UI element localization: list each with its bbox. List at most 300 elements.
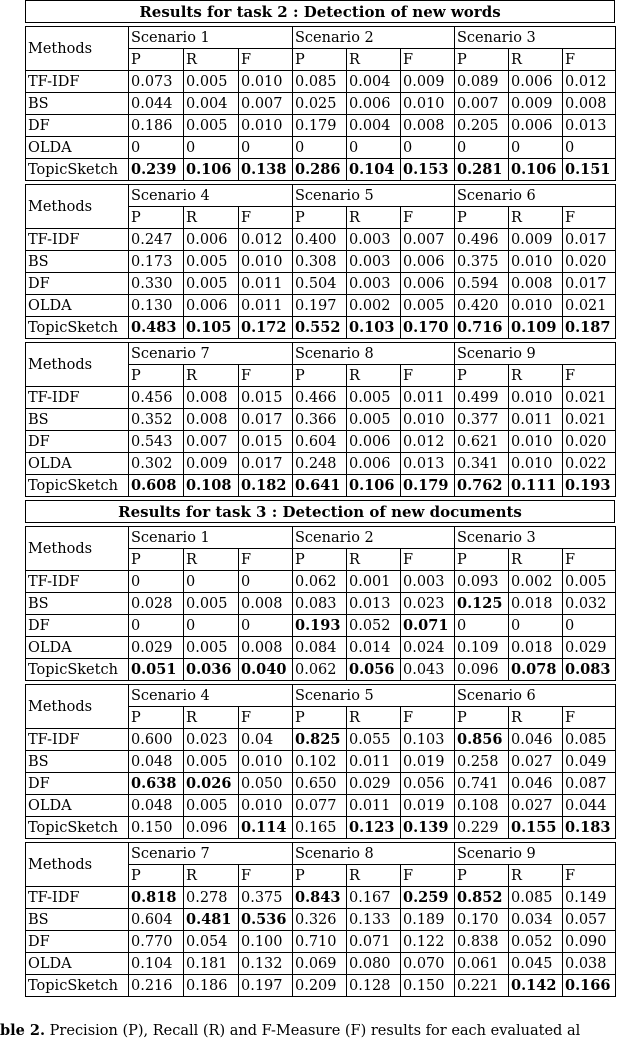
metric-header: F	[401, 865, 455, 887]
value-cell: 0.006	[401, 251, 455, 273]
value-cell: 0.552	[293, 317, 347, 339]
results-table	[25, 342, 616, 497]
table-row	[26, 317, 616, 339]
value-cell: 0.071	[347, 931, 401, 953]
metric-header: R	[347, 865, 401, 887]
value-cell: 0.013	[347, 593, 401, 615]
value-cell: 0.044	[563, 795, 616, 817]
scenario-header-row	[26, 685, 616, 707]
scenario-header: Scenario 6	[455, 185, 616, 207]
scenario-header: Scenario 9	[455, 843, 616, 865]
metric-header: F	[563, 707, 616, 729]
value-cell: 0.029	[129, 637, 184, 659]
method-name: BS	[26, 751, 129, 773]
value-cell: 0.102	[293, 751, 347, 773]
table-row	[26, 975, 616, 997]
value-cell: 0.352	[129, 409, 184, 431]
value-cell: 0.024	[401, 637, 455, 659]
value-cell: 0.010	[401, 93, 455, 115]
value-cell: 0.073	[129, 71, 184, 93]
value-cell: 0.010	[239, 751, 293, 773]
value-cell: 0.011	[239, 295, 293, 317]
value-cell: 0.012	[401, 431, 455, 453]
scenario-header: Scenario 4	[129, 185, 293, 207]
value-cell: 0.716	[455, 317, 509, 339]
value-cell: 0.420	[455, 295, 509, 317]
value-cell: 0.036	[184, 659, 239, 681]
value-cell: 0	[239, 571, 293, 593]
metric-header: R	[184, 865, 239, 887]
value-cell: 0	[563, 137, 616, 159]
scenario-header: Scenario 2	[293, 527, 455, 549]
value-cell: 0.229	[455, 817, 509, 839]
metric-header: R	[347, 49, 401, 71]
method-name: DF	[26, 773, 129, 795]
method-name: OLDA	[26, 137, 129, 159]
value-cell: 0.165	[293, 817, 347, 839]
method-name: OLDA	[26, 295, 129, 317]
value-cell: 0.205	[455, 115, 509, 137]
metric-header: P	[293, 865, 347, 887]
value-cell: 0.600	[129, 729, 184, 751]
table-row	[26, 387, 616, 409]
metric-header: F	[239, 49, 293, 71]
value-cell: 0.015	[239, 387, 293, 409]
value-cell: 0.710	[293, 931, 347, 953]
value-cell: 0.106	[509, 159, 563, 181]
value-cell: 0.170	[401, 317, 455, 339]
value-cell: 0.029	[563, 637, 616, 659]
value-cell: 0	[455, 615, 509, 637]
value-cell: 0.106	[184, 159, 239, 181]
value-cell: 0.193	[563, 475, 616, 497]
value-cell: 0.543	[129, 431, 184, 453]
value-cell: 0	[129, 571, 184, 593]
scenario-header: Scenario 8	[293, 343, 455, 365]
metric-header: P	[293, 549, 347, 571]
value-cell: 0.604	[129, 909, 184, 931]
method-name: TF-IDF	[26, 387, 129, 409]
value-cell: 0.056	[347, 659, 401, 681]
value-cell: 0.045	[509, 953, 563, 975]
table-row	[26, 229, 616, 251]
value-cell: 0.044	[129, 93, 184, 115]
value-cell: 0	[184, 571, 239, 593]
value-cell: 0.008	[184, 409, 239, 431]
value-cell: 0.133	[347, 909, 401, 931]
value-cell: 0.308	[293, 251, 347, 273]
value-cell: 0.085	[509, 887, 563, 909]
value-cell: 0.077	[293, 795, 347, 817]
method-name: TF-IDF	[26, 71, 129, 93]
value-cell: 0	[239, 137, 293, 159]
value-cell: 0.187	[563, 317, 616, 339]
value-cell: 0.003	[401, 571, 455, 593]
metric-header: R	[347, 549, 401, 571]
method-name: OLDA	[26, 637, 129, 659]
value-cell: 0.005	[347, 387, 401, 409]
value-cell: 0.043	[401, 659, 455, 681]
metric-header: R	[509, 49, 563, 71]
value-cell: 0.019	[401, 795, 455, 817]
value-cell: 0.008	[239, 637, 293, 659]
value-cell: 0.466	[293, 387, 347, 409]
method-name: BS	[26, 409, 129, 431]
metric-header: F	[239, 365, 293, 387]
value-cell: 0.139	[401, 817, 455, 839]
value-cell: 0.069	[293, 953, 347, 975]
value-cell: 0	[455, 137, 509, 159]
methods-header: Methods	[26, 27, 129, 71]
value-cell: 0.008	[239, 593, 293, 615]
value-cell: 0.015	[239, 431, 293, 453]
value-cell: 0.186	[184, 975, 239, 997]
metric-header: R	[184, 49, 239, 71]
value-cell: 0.125	[455, 593, 509, 615]
value-cell: 0.825	[293, 729, 347, 751]
method-name: TF-IDF	[26, 729, 129, 751]
value-cell: 0.366	[293, 409, 347, 431]
metric-header: R	[509, 365, 563, 387]
scenario-header: Scenario 3	[455, 527, 616, 549]
value-cell: 0.167	[347, 887, 401, 909]
table-row	[26, 571, 616, 593]
value-cell: 0.04	[239, 729, 293, 751]
value-cell: 0.050	[239, 773, 293, 795]
value-cell: 0.004	[184, 93, 239, 115]
table-row	[26, 817, 616, 839]
value-cell: 0.004	[347, 71, 401, 93]
value-cell: 0	[401, 137, 455, 159]
metric-header: R	[347, 207, 401, 229]
value-cell: 0.054	[184, 931, 239, 953]
value-cell: 0.006	[347, 93, 401, 115]
value-cell: 0.650	[293, 773, 347, 795]
value-cell: 0.005	[184, 637, 239, 659]
value-cell: 0.330	[129, 273, 184, 295]
metric-header: P	[455, 207, 509, 229]
value-cell: 0.247	[129, 229, 184, 251]
method-name: TopicSketch	[26, 159, 129, 181]
value-cell: 0.741	[455, 773, 509, 795]
value-cell: 0.106	[347, 475, 401, 497]
value-cell: 0.009	[509, 229, 563, 251]
value-cell: 0.838	[455, 931, 509, 953]
value-cell: 0.011	[401, 387, 455, 409]
method-name: OLDA	[26, 453, 129, 475]
value-cell: 0.027	[509, 795, 563, 817]
metric-header: F	[563, 549, 616, 571]
metric-header: P	[455, 365, 509, 387]
value-cell: 0.278	[184, 887, 239, 909]
metric-header: R	[509, 549, 563, 571]
table-row	[26, 453, 616, 475]
method-name: DF	[26, 931, 129, 953]
methods-header: Methods	[26, 843, 129, 887]
metric-header: R	[347, 365, 401, 387]
metric-header: R	[184, 707, 239, 729]
value-cell: 0.023	[184, 729, 239, 751]
value-cell: 0.155	[509, 817, 563, 839]
value-cell: 0.006	[509, 115, 563, 137]
method-name: TopicSketch	[26, 975, 129, 997]
value-cell: 0.111	[509, 475, 563, 497]
value-cell: 0.005	[401, 295, 455, 317]
scenario-header: Scenario 7	[129, 843, 293, 865]
value-cell: 0	[347, 137, 401, 159]
value-cell: 0.843	[293, 887, 347, 909]
value-cell: 0.057	[563, 909, 616, 931]
value-cell: 0.007	[184, 431, 239, 453]
value-cell: 0.003	[347, 251, 401, 273]
value-cell: 0.032	[563, 593, 616, 615]
section-title: Results for task 3 : Detection of new documents	[25, 500, 615, 523]
value-cell: 0.504	[293, 273, 347, 295]
value-cell: 0.040	[239, 659, 293, 681]
value-cell: 0.023	[401, 593, 455, 615]
value-cell: 0.153	[401, 159, 455, 181]
metric-header: F	[401, 49, 455, 71]
metric-header: R	[509, 207, 563, 229]
method-name: TF-IDF	[26, 229, 129, 251]
value-cell: 0.010	[509, 431, 563, 453]
value-cell: 0.536	[239, 909, 293, 931]
method-name: BS	[26, 251, 129, 273]
method-name: TF-IDF	[26, 887, 129, 909]
value-cell: 0.010	[239, 115, 293, 137]
value-cell: 0.003	[347, 229, 401, 251]
value-cell: 0.483	[129, 317, 184, 339]
table-row	[26, 593, 616, 615]
value-cell: 0.621	[455, 431, 509, 453]
metric-header: F	[563, 207, 616, 229]
value-cell: 0.084	[293, 637, 347, 659]
value-cell: 0.005	[184, 115, 239, 137]
caption-text: Precision (P), Recall (R) and F-Measure (F) results for each evaluated al	[49, 1023, 581, 1039]
value-cell: 0.010	[239, 71, 293, 93]
value-cell: 0.062	[293, 571, 347, 593]
value-cell: 0.123	[347, 817, 401, 839]
value-cell: 0.375	[239, 887, 293, 909]
value-cell: 0.021	[563, 409, 616, 431]
value-cell: 0.017	[239, 453, 293, 475]
value-cell: 0.852	[455, 887, 509, 909]
metric-header: F	[563, 865, 616, 887]
value-cell: 0.046	[509, 773, 563, 795]
value-cell: 0.496	[455, 229, 509, 251]
scenario-header-row	[26, 27, 616, 49]
value-cell: 0.021	[563, 295, 616, 317]
value-cell: 0.001	[347, 571, 401, 593]
metric-header: R	[509, 865, 563, 887]
value-cell: 0.151	[563, 159, 616, 181]
scenario-header: Scenario 9	[455, 343, 616, 365]
table-row	[26, 159, 616, 181]
metric-header: P	[455, 549, 509, 571]
value-cell: 0.105	[184, 317, 239, 339]
value-cell: 0.173	[129, 251, 184, 273]
value-cell: 0.006	[347, 453, 401, 475]
table-row	[26, 773, 616, 795]
value-cell: 0.017	[239, 409, 293, 431]
value-cell: 0.100	[239, 931, 293, 953]
method-name: DF	[26, 615, 129, 637]
caption-label: ble 2.	[0, 1022, 46, 1039]
value-cell: 0.122	[401, 931, 455, 953]
metric-header: P	[455, 49, 509, 71]
value-cell: 0.182	[239, 475, 293, 497]
value-cell: 0.028	[129, 593, 184, 615]
table-row	[26, 931, 616, 953]
value-cell: 0.104	[347, 159, 401, 181]
value-cell: 0.170	[455, 909, 509, 931]
method-name: TopicSketch	[26, 475, 129, 497]
value-cell: 0.002	[509, 571, 563, 593]
value-cell: 0.014	[347, 637, 401, 659]
value-cell: 0.012	[239, 229, 293, 251]
value-cell: 0.085	[293, 71, 347, 93]
method-name: BS	[26, 909, 129, 931]
results-tables	[25, 0, 615, 1000]
metric-header: F	[401, 207, 455, 229]
value-cell: 0	[509, 137, 563, 159]
method-name: DF	[26, 115, 129, 137]
metric-header: P	[129, 207, 184, 229]
value-cell: 0.048	[129, 795, 184, 817]
value-cell: 0.048	[129, 751, 184, 773]
value-cell: 0.604	[293, 431, 347, 453]
value-cell: 0.027	[509, 751, 563, 773]
results-table	[25, 26, 616, 181]
scenario-header: Scenario 5	[293, 185, 455, 207]
metric-header: F	[401, 707, 455, 729]
table-row	[26, 475, 616, 497]
value-cell: 0	[293, 137, 347, 159]
value-cell: 0.010	[239, 251, 293, 273]
metric-header: P	[455, 865, 509, 887]
value-cell: 0.130	[129, 295, 184, 317]
value-cell: 0.022	[563, 453, 616, 475]
table-row	[26, 887, 616, 909]
value-cell: 0.138	[239, 159, 293, 181]
value-cell: 0.302	[129, 453, 184, 475]
value-cell: 0.377	[455, 409, 509, 431]
value-cell: 0.221	[455, 975, 509, 997]
value-cell: 0.109	[455, 637, 509, 659]
value-cell: 0.019	[401, 751, 455, 773]
value-cell: 0.608	[129, 475, 184, 497]
value-cell: 0.020	[563, 431, 616, 453]
method-name: TopicSketch	[26, 817, 129, 839]
value-cell: 0.770	[129, 931, 184, 953]
table-row	[26, 71, 616, 93]
value-cell: 0.010	[509, 387, 563, 409]
table-row	[26, 729, 616, 751]
metric-header: F	[239, 865, 293, 887]
table-caption	[0, 1021, 640, 1041]
value-cell: 0	[129, 615, 184, 637]
table-row	[26, 751, 616, 773]
value-cell: 0.005	[184, 71, 239, 93]
value-cell: 0.499	[455, 387, 509, 409]
value-cell: 0.010	[401, 409, 455, 431]
value-cell: 0.186	[129, 115, 184, 137]
method-name: BS	[26, 593, 129, 615]
value-cell: 0	[239, 615, 293, 637]
value-cell: 0.012	[563, 71, 616, 93]
scenario-header: Scenario 4	[129, 685, 293, 707]
methods-header: Methods	[26, 527, 129, 571]
value-cell: 0.326	[293, 909, 347, 931]
value-cell: 0.166	[563, 975, 616, 997]
value-cell: 0.179	[293, 115, 347, 137]
value-cell: 0.005	[184, 795, 239, 817]
value-cell: 0.104	[129, 953, 184, 975]
value-cell: 0.026	[184, 773, 239, 795]
method-name: OLDA	[26, 953, 129, 975]
metric-header: P	[455, 707, 509, 729]
value-cell: 0.010	[509, 251, 563, 273]
table-row	[26, 93, 616, 115]
table-row	[26, 615, 616, 637]
value-cell: 0.762	[455, 475, 509, 497]
table-row	[26, 659, 616, 681]
value-cell: 0.150	[401, 975, 455, 997]
scenario-header-row	[26, 343, 616, 365]
metric-header: R	[184, 365, 239, 387]
metric-header: F	[563, 49, 616, 71]
value-cell: 0.108	[455, 795, 509, 817]
metric-header: P	[293, 207, 347, 229]
metric-header: P	[293, 707, 347, 729]
table-row	[26, 295, 616, 317]
metric-header: R	[347, 707, 401, 729]
table-row	[26, 409, 616, 431]
value-cell: 0	[129, 137, 184, 159]
value-cell: 0.070	[401, 953, 455, 975]
value-cell: 0.080	[347, 953, 401, 975]
value-cell: 0.006	[184, 295, 239, 317]
metric-header: P	[129, 549, 184, 571]
value-cell: 0.017	[563, 273, 616, 295]
value-cell: 0.038	[563, 953, 616, 975]
value-cell: 0.281	[455, 159, 509, 181]
method-name: TF-IDF	[26, 571, 129, 593]
value-cell: 0.046	[509, 729, 563, 751]
table-row	[26, 909, 616, 931]
value-cell: 0.083	[563, 659, 616, 681]
table-row	[26, 251, 616, 273]
method-name: DF	[26, 431, 129, 453]
value-cell: 0.375	[455, 251, 509, 273]
value-cell: 0.128	[347, 975, 401, 997]
value-cell: 0.341	[455, 453, 509, 475]
table-row	[26, 137, 616, 159]
metric-header: P	[129, 865, 184, 887]
table-row	[26, 115, 616, 137]
value-cell: 0.638	[129, 773, 184, 795]
value-cell: 0.018	[509, 593, 563, 615]
value-cell: 0.179	[401, 475, 455, 497]
value-cell: 0.020	[563, 251, 616, 273]
value-cell: 0	[509, 615, 563, 637]
table-row	[26, 273, 616, 295]
value-cell: 0	[184, 137, 239, 159]
value-cell: 0.594	[455, 273, 509, 295]
value-cell: 0.007	[455, 93, 509, 115]
value-cell: 0.090	[563, 931, 616, 953]
value-cell: 0	[184, 615, 239, 637]
